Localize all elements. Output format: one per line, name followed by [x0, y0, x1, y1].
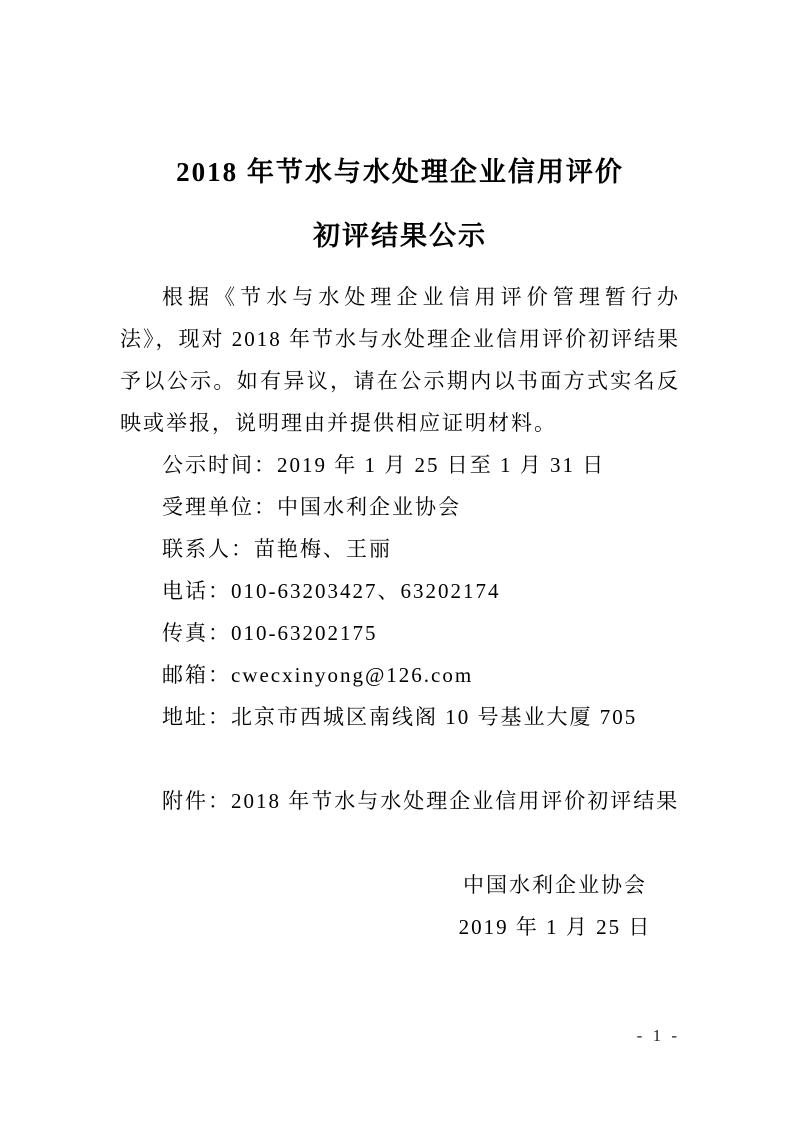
title-line-1: 2018 年节水与水处理企业信用评价 [176, 157, 624, 187]
info-line-publicity-period: 公示时间：2019 年 1 月 25 日至 1 月 31 日 [162, 453, 606, 477]
document-body [120, 276, 680, 948]
page-number: - 1 - [636, 1026, 680, 1045]
title-line-2: 初评结果公示 [313, 221, 487, 251]
info-line-contacts: 联系人：苗艳梅、王丽 [162, 537, 392, 561]
signature-block [400, 864, 710, 948]
signature-org: 中国水利企业协会 [463, 873, 647, 897]
info-line-email: 邮箱：cwecxinyong@126.com [162, 663, 474, 687]
info-line-accepting-unit: 受理单位：中国水利企业协会 [162, 495, 461, 519]
signature-date: 2019 年 1 月 25 日 [458, 915, 652, 939]
blank-line [120, 822, 680, 864]
info-line-address: 地址：北京市西城区南线阁 10 号基业大厦 705 [162, 705, 638, 729]
info-line-fax: 传真：010-63202175 [162, 621, 378, 645]
intro-paragraph: 根据《节水与水处理企业信用评价管理暂行办法》，现对 2018 年节水与水处理企业信用评价初评结果予以公示。如有异议，请在公示期内以书面方式实名反映或举报，说明理由并提供相应证明材料。 [120, 285, 680, 435]
attachment-line: 附件：2018 年节水与水处理企业信用评价初评结果 [162, 789, 680, 813]
info-line-phone: 电话：010-63203427、63202174 [162, 579, 501, 603]
document-title [120, 140, 680, 268]
blank-line [120, 738, 680, 780]
